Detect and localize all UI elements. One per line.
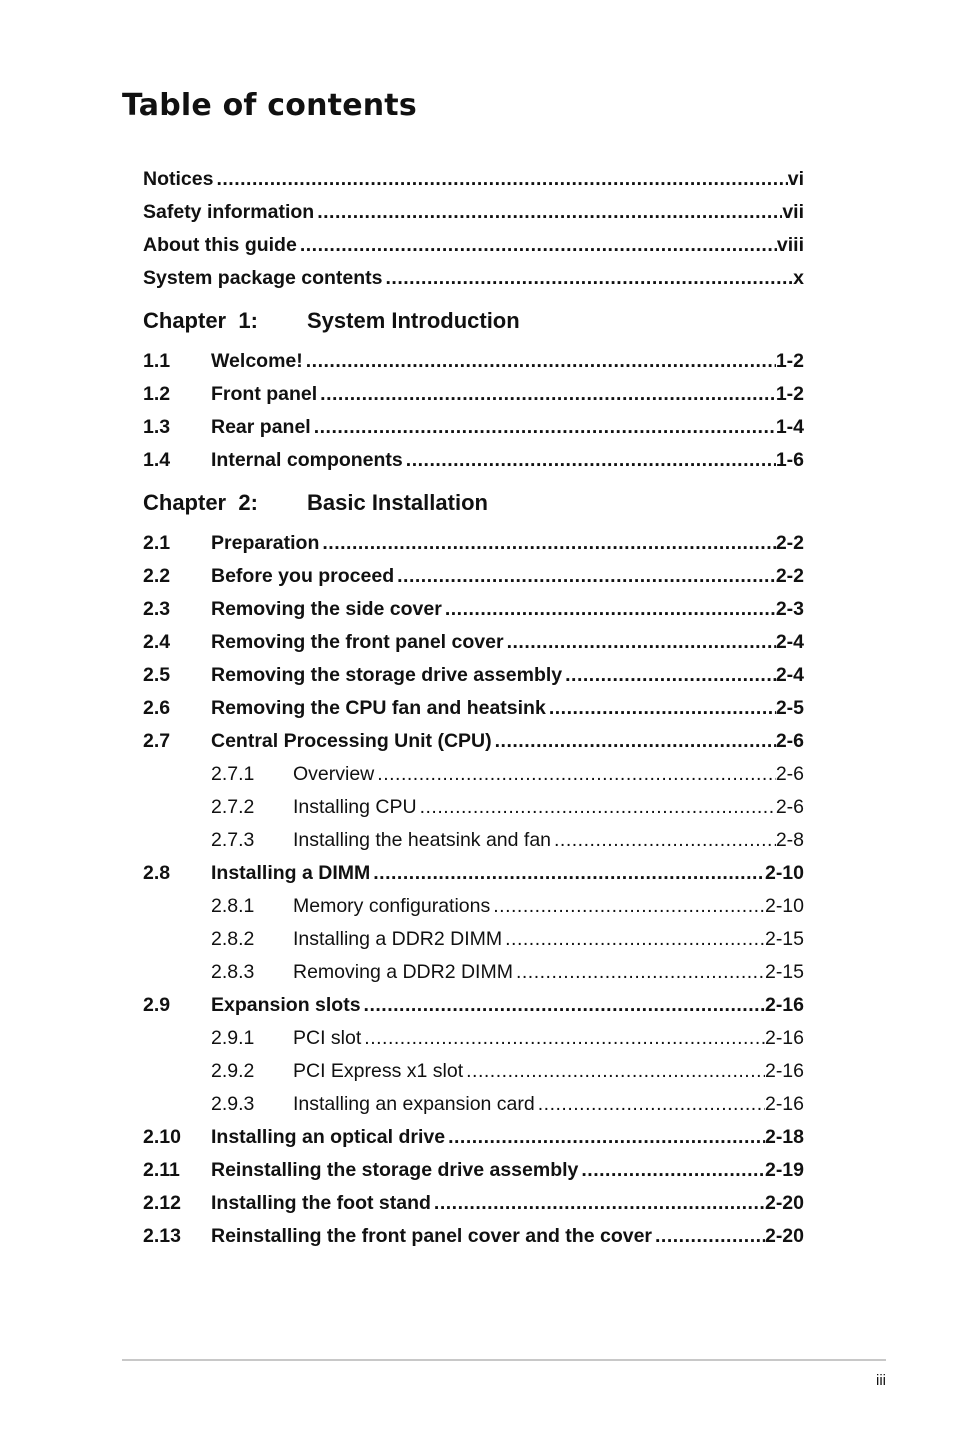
dot-leader bbox=[492, 725, 776, 758]
toc-entry-label: PCI slot bbox=[293, 1027, 362, 1049]
toc-entry-label: Removing a DDR2 DIMM bbox=[293, 961, 513, 983]
dot-leader bbox=[431, 1187, 765, 1220]
toc-entry-label: Safety information bbox=[143, 201, 315, 223]
toc-entry[interactable] bbox=[143, 725, 804, 758]
toc-entry-label: About this guide bbox=[143, 234, 297, 256]
toc-entry[interactable] bbox=[143, 1154, 804, 1187]
toc-entry-label: Installing a DDR2 DIMM bbox=[293, 928, 503, 950]
dot-leader bbox=[383, 262, 794, 295]
dot-leader bbox=[314, 196, 782, 229]
dot-leader bbox=[504, 626, 776, 659]
toc-entry-page: 2-19 bbox=[764, 1159, 804, 1181]
toc-entry[interactable] bbox=[143, 1121, 804, 1154]
toc-entry-page: 2-18 bbox=[764, 1126, 804, 1148]
page-title: Table of contents bbox=[122, 88, 417, 123]
toc-entry-page: 2-2 bbox=[775, 565, 804, 587]
dot-leader bbox=[490, 890, 765, 923]
toc-entry-page: 1-2 bbox=[775, 350, 804, 372]
toc-entry[interactable] bbox=[143, 692, 804, 725]
dot-leader bbox=[578, 1154, 765, 1187]
toc-entry-label: Expansion slots bbox=[211, 994, 361, 1016]
toc-entry[interactable] bbox=[143, 593, 804, 626]
chapter-title: System Introduction bbox=[307, 308, 520, 333]
toc-entry-page: 2-10 bbox=[764, 895, 804, 917]
toc-entry-number: 2.13 bbox=[143, 1225, 181, 1247]
toc-entry[interactable] bbox=[143, 527, 804, 560]
toc-entry-label: Installing CPU bbox=[293, 796, 417, 818]
toc-subentry[interactable] bbox=[143, 890, 804, 923]
toc-entry-label: Front panel bbox=[211, 383, 318, 405]
toc-entry-label: Internal components bbox=[211, 449, 403, 471]
toc-front-entry[interactable] bbox=[143, 262, 804, 295]
dot-leader bbox=[417, 791, 776, 824]
dot-leader bbox=[463, 1055, 765, 1088]
toc-entry-label: Overview bbox=[293, 763, 375, 785]
toc-subentry[interactable] bbox=[143, 956, 804, 989]
dot-leader bbox=[403, 444, 776, 477]
toc-entry-label: Removing the CPU fan and heatsink bbox=[211, 697, 546, 719]
toc-entry-page: 2-20 bbox=[764, 1225, 804, 1247]
toc-entry-number: 2.7 bbox=[143, 730, 171, 752]
dot-leader bbox=[546, 692, 776, 725]
toc-entry-label: System package contents bbox=[143, 267, 383, 289]
toc-entry-label: Removing the front panel cover bbox=[211, 631, 504, 653]
chapter-heading[interactable] bbox=[143, 295, 804, 345]
dot-leader bbox=[551, 824, 776, 857]
toc-entry-label: Notices bbox=[143, 168, 214, 190]
toc-entry-label: Welcome! bbox=[211, 350, 303, 372]
dot-leader bbox=[370, 857, 765, 890]
toc-entry-label: Removing the side cover bbox=[211, 598, 442, 620]
toc-entry-page: 2-15 bbox=[764, 961, 804, 983]
dot-leader bbox=[562, 659, 776, 692]
toc-subentry[interactable] bbox=[143, 1022, 804, 1055]
dot-leader bbox=[303, 345, 776, 378]
chapter-title: Basic Installation bbox=[307, 490, 488, 515]
dot-leader bbox=[213, 163, 787, 196]
toc-entry-page: 1-4 bbox=[775, 416, 804, 438]
toc-entry-page: x bbox=[793, 267, 804, 289]
toc-entry[interactable] bbox=[143, 444, 804, 477]
toc-subentry[interactable] bbox=[143, 758, 804, 791]
dot-leader bbox=[442, 593, 776, 626]
toc-entry-number: 2.8.3 bbox=[211, 961, 255, 983]
toc-entry-number: 1.3 bbox=[143, 416, 171, 438]
toc-entry-number: 2.7.1 bbox=[211, 763, 255, 785]
page-number: iii bbox=[876, 1372, 886, 1389]
toc-entry-number: 2.2 bbox=[143, 565, 171, 587]
dot-leader bbox=[445, 1121, 765, 1154]
toc-entry-label: Installing the heatsink and fan bbox=[293, 829, 552, 851]
toc-entry-page: 2-4 bbox=[775, 631, 804, 653]
toc-entry-number: 2.11 bbox=[143, 1159, 180, 1181]
dot-leader bbox=[317, 378, 776, 411]
toc-entry[interactable] bbox=[143, 659, 804, 692]
toc-subentry[interactable] bbox=[143, 824, 804, 857]
toc-entry-page: 1-2 bbox=[775, 383, 804, 405]
toc-entry-number: 1.1 bbox=[143, 350, 171, 372]
toc-entry-number: 2.6 bbox=[143, 697, 171, 719]
chapter-number: Chapter 1: bbox=[143, 308, 258, 333]
toc-entry-page: vi bbox=[787, 168, 804, 190]
toc-entry-label: Before you proceed bbox=[211, 565, 395, 587]
toc-entry-number: 2.7.3 bbox=[211, 829, 255, 851]
toc-entry-page: 2-16 bbox=[764, 1027, 804, 1049]
toc-entry[interactable] bbox=[143, 560, 804, 593]
table-of-contents bbox=[143, 163, 804, 1253]
toc-entry-page: 2-20 bbox=[764, 1192, 804, 1214]
toc-entry-label: Reinstalling the front panel cover and the cover bbox=[211, 1225, 653, 1247]
toc-entry-number: 2.8 bbox=[143, 862, 171, 884]
toc-entry-page: 2-2 bbox=[775, 532, 804, 554]
footer-divider bbox=[122, 1359, 886, 1361]
toc-entry-number: 2.12 bbox=[143, 1192, 181, 1214]
toc-entry-label: Central Processing Unit (CPU) bbox=[211, 730, 492, 752]
dot-leader bbox=[535, 1088, 765, 1121]
toc-front-entry[interactable] bbox=[143, 163, 804, 196]
toc-entry-page: vii bbox=[782, 201, 804, 223]
toc-entry[interactable] bbox=[143, 411, 804, 444]
toc-entry[interactable] bbox=[143, 857, 804, 890]
dot-leader bbox=[297, 229, 777, 262]
toc-front-entry[interactable] bbox=[143, 196, 804, 229]
toc-entry-number: 1.4 bbox=[143, 449, 171, 471]
dot-leader bbox=[361, 1022, 765, 1055]
toc-entry[interactable] bbox=[143, 1187, 804, 1220]
toc-entry-page: 2-5 bbox=[775, 697, 804, 719]
toc-entry[interactable] bbox=[143, 378, 804, 411]
dot-leader bbox=[311, 411, 776, 444]
toc-entry-page: 2-16 bbox=[764, 1060, 804, 1082]
chapter-heading[interactable] bbox=[143, 477, 804, 527]
dot-leader bbox=[374, 758, 776, 791]
dot-leader bbox=[361, 989, 765, 1022]
toc-front-entry[interactable] bbox=[143, 229, 804, 262]
toc-entry-number: 2.1 bbox=[143, 532, 171, 554]
toc-entry-page: 2-15 bbox=[764, 928, 804, 950]
toc-entry-number: 2.7.2 bbox=[211, 796, 255, 818]
toc-entry-number: 2.3 bbox=[143, 598, 171, 620]
toc-entry-label: Installing a DIMM bbox=[211, 862, 371, 884]
toc-entry-label: Installing an expansion card bbox=[293, 1093, 535, 1115]
toc-entry-label: Rear panel bbox=[211, 416, 311, 438]
dot-leader bbox=[319, 527, 775, 560]
toc-entry-number: 2.9.3 bbox=[211, 1093, 255, 1115]
toc-entry-page: 2-10 bbox=[764, 862, 804, 884]
toc-entry-page: 2-6 bbox=[775, 730, 804, 752]
toc-entry-number: 2.9.2 bbox=[211, 1060, 255, 1082]
toc-entry[interactable] bbox=[143, 1220, 804, 1253]
toc-entry[interactable] bbox=[143, 345, 804, 378]
toc-entry[interactable] bbox=[143, 626, 804, 659]
toc-subentry[interactable] bbox=[143, 1088, 804, 1121]
dot-leader bbox=[394, 560, 776, 593]
toc-entry-label: Installing an optical drive bbox=[211, 1126, 446, 1148]
dot-leader bbox=[652, 1220, 765, 1253]
toc-entry-page: viii bbox=[776, 234, 804, 256]
toc-entry-page: 2-16 bbox=[764, 1093, 804, 1115]
toc-entry-page: 2-6 bbox=[775, 763, 804, 785]
dot-leader bbox=[513, 956, 765, 989]
toc-entry-page: 2-3 bbox=[775, 598, 804, 620]
toc-entry-page: 2-8 bbox=[775, 829, 804, 851]
toc-entry-page: 1-6 bbox=[775, 449, 804, 471]
toc-entry-number: 2.10 bbox=[143, 1126, 181, 1148]
toc-entry-label: PCI Express x1 slot bbox=[293, 1060, 464, 1082]
chapter-number: Chapter 2: bbox=[143, 490, 258, 515]
toc-entry-label: Installing the foot stand bbox=[211, 1192, 431, 1214]
toc-entry-label: Preparation bbox=[211, 532, 320, 554]
toc-entry-number: 2.9 bbox=[143, 994, 171, 1016]
toc-subentry[interactable] bbox=[143, 923, 804, 956]
dot-leader bbox=[502, 923, 765, 956]
toc-subentry[interactable] bbox=[143, 1055, 804, 1088]
toc-entry-number: 2.5 bbox=[143, 664, 171, 686]
toc-entry-number: 2.9.1 bbox=[211, 1027, 255, 1049]
toc-entry-label: Memory configurations bbox=[293, 895, 491, 917]
toc-entry-page: 2-6 bbox=[775, 796, 804, 818]
toc-entry-page: 2-16 bbox=[764, 994, 804, 1016]
toc-entry-number: 1.2 bbox=[143, 383, 171, 405]
toc-entry[interactable] bbox=[143, 989, 804, 1022]
toc-entry-number: 2.8.2 bbox=[211, 928, 255, 950]
toc-entry-label: Reinstalling the storage drive assembly bbox=[211, 1159, 579, 1181]
toc-entry-number: 2.4 bbox=[143, 631, 171, 653]
toc-entry-page: 2-4 bbox=[775, 664, 804, 686]
toc-subentry[interactable] bbox=[143, 791, 804, 824]
toc-entry-number: 2.8.1 bbox=[211, 895, 255, 917]
toc-entry-label: Removing the storage drive assembly bbox=[211, 664, 563, 686]
